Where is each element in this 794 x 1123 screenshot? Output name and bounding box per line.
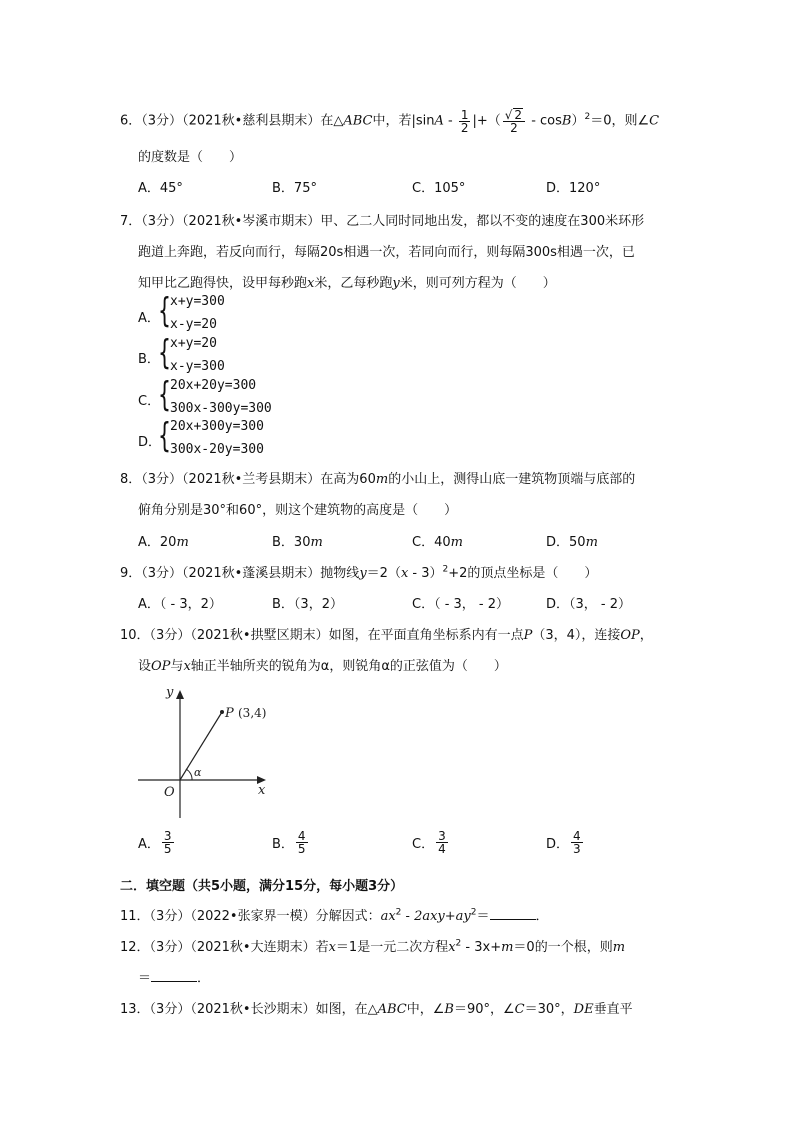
section-heading: 二．填空题（共5小题，满分15分，每小题3分）	[120, 879, 404, 894]
q8-line1: 8．（3分）（2021秋•兰考县期末）在高为60m的小山上，测得山底一建筑物顶端与底部的	[120, 472, 636, 487]
q9-option-c[interactable]: C．（ - 3， - 2）	[412, 597, 510, 612]
q7-option-a-system[interactable]: { x+y=300 x-y=20	[158, 291, 225, 332]
origin-label: O	[164, 785, 175, 800]
y-axis-arrow-icon	[176, 690, 184, 699]
fraction-half: $\frac{1}{2}$	[460, 107, 469, 135]
q12-line2: ＝ ．	[138, 971, 211, 986]
q8-option-a[interactable]: A．20m	[138, 535, 189, 550]
angle-arc	[186, 769, 192, 780]
q10-coordinate-figure	[130, 676, 280, 826]
q6-option-a[interactable]: A．45°	[138, 181, 183, 196]
brace-icon: {	[158, 416, 171, 456]
q6-option-c[interactable]: C．105°	[412, 181, 466, 196]
q7-line1: 7．（3分）（2021秋•岑溪市期末）甲、乙二人同时同地出发，都以不变的速度在300米环形	[120, 214, 645, 229]
q6-line2: 的度数是（ ）	[138, 150, 243, 165]
q6-line1: 6．（3分）（2021秋•慈利县期末）在△ABC中，若|sinA - $\frac{1}{2}$ |+（ $\frac{√ 2}{2}$ - cosB）$^2$＝0，则∠C	[120, 107, 660, 135]
point-p	[220, 710, 224, 714]
q10-line2: 设OP与x轴正半轴所夹的锐角为α，则锐角α的正弦值为（ ）	[138, 659, 507, 674]
q8-option-b[interactable]: B．30m	[272, 535, 323, 550]
x-axis-label: x	[258, 783, 266, 798]
q9-option-b[interactable]: B．（3，2）	[272, 597, 343, 612]
q10-option-d[interactable]: D． $\frac{4}{3}$	[546, 829, 581, 856]
brace-icon: {	[158, 291, 171, 331]
q13-line1: 13．（3分）（2021秋•长沙期末）如图，在△ABC中，∠B＝90°，∠C＝30°，DE垂直平	[120, 1002, 633, 1017]
q7-option-c-label[interactable]: C．	[138, 394, 161, 409]
q9-option-a[interactable]: A．（ - 3，2）	[138, 597, 222, 612]
alpha-label: α	[194, 766, 202, 779]
answer-blank[interactable]	[151, 969, 197, 982]
point-p-coord: (3,4)	[238, 706, 267, 720]
q7-option-d-label[interactable]: D．	[138, 435, 162, 450]
fraction-sqrt2-over-2: $\frac{√ 2}{2}$	[503, 108, 525, 134]
q6-option-d[interactable]: D．120°	[546, 181, 601, 196]
q10-option-a[interactable]: A． $\frac{3}{5}$	[138, 829, 172, 856]
q9-option-d[interactable]: D．（3， - 2）	[546, 597, 632, 612]
q9-line1: 9．（3分）（2021秋•蓬溪县期末）抛物线y＝2（x - 3）$^2$+2的顶点坐标是（ ）	[120, 564, 598, 581]
q10-option-c[interactable]: C． $\frac{3}{4}$	[412, 829, 446, 856]
brace-icon: {	[158, 375, 171, 415]
q12-line1: 12．（3分）（2021秋•大连期末）若x＝1是一元二次方程$x^2 - 3x+m=0$的一个根，则m	[120, 938, 626, 955]
y-axis-label: y	[166, 685, 174, 700]
answer-blank[interactable]	[490, 907, 536, 920]
q6-option-b[interactable]: B．75°	[272, 181, 317, 196]
q8-line2: 俯角分别是30°和60°，则这个建筑物的高度是（ ）	[138, 503, 458, 518]
q7-line3: 知甲比乙跑得快，设甲每秒跑x米，乙每秒跑y米，则可列方程为（ ）	[138, 276, 556, 291]
q10-line1: 10．（3分）（2021秋•拱墅区期末）如图，在平面直角坐标系内有一点P（3，4），连接OP，	[120, 628, 653, 643]
q7-line2: 跑道上奔跑，若反向而行，每隔20s相遇一次，若同向而行，则每隔300s相遇一次，已	[138, 245, 635, 260]
q11-line1: 11．（3分）（2022•张家界一模）分解因式：$ax^2 - 2axy+ay^2=$ ．	[120, 907, 549, 924]
q7-option-c-system[interactable]: { 20x+20y=300 300x-300y=300	[158, 375, 272, 416]
q8-option-d[interactable]: D．50m	[546, 535, 598, 550]
q7-option-a-label[interactable]: A．	[138, 311, 160, 326]
q8-option-c[interactable]: C．40m	[412, 535, 463, 550]
brace-icon: {	[158, 333, 171, 373]
q7-option-d-system[interactable]: { 20x+300y=300 300x-20y=300	[158, 416, 264, 457]
q7-option-b-system[interactable]: { x+y=20 x-y=300	[158, 333, 225, 374]
q7-option-b-label[interactable]: B．	[138, 352, 160, 367]
q10-option-b[interactable]: B． $\frac{4}{5}$	[272, 829, 306, 856]
point-p-label: P	[225, 706, 234, 721]
